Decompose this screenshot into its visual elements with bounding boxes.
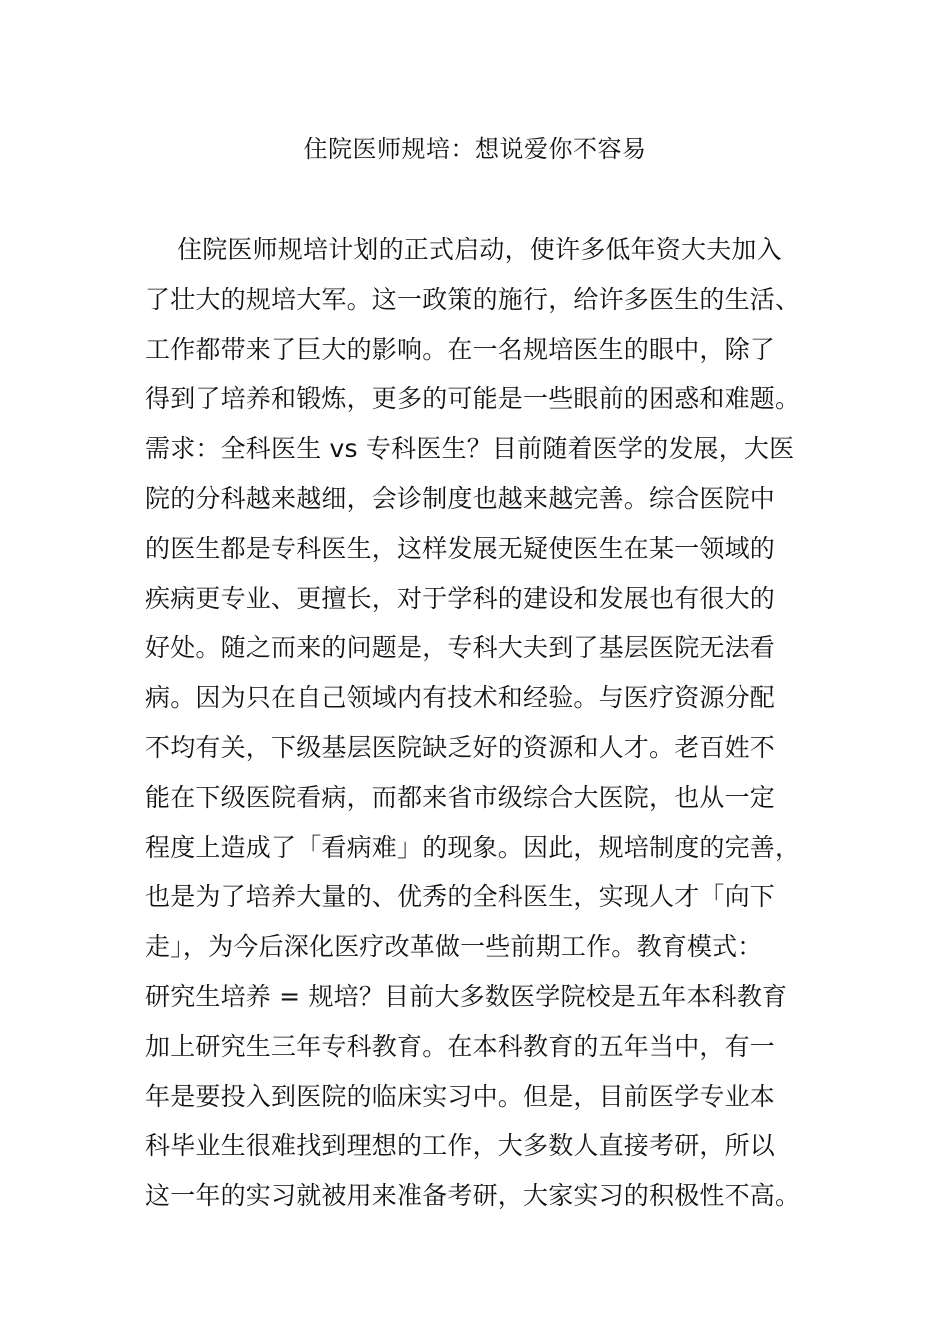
text-line-13: 程度上造成了「看病难」的现象。因此，规培制度的完善， xyxy=(145,832,801,862)
text-line-11: 不均有关，下级基层医院缺乏好的资源和人才。老百姓不 xyxy=(145,732,776,762)
text-line-6: 院的分科越来越细，会诊制度也越来越完善。综合医院中 xyxy=(145,483,776,513)
text-line-1: 住院医师规培计划的正式启动，使许多低年资大夫加入 xyxy=(177,235,782,264)
text-line-19: 科毕业生很难找到理想的工作，大多数人直接考研，所以 xyxy=(145,1131,776,1161)
text-line-5: 需求：全科医生 vs 专科医生？目前随着医学的发展，大医 xyxy=(145,434,795,464)
text-line-3: 工作都带来了巨大的影响。在一名规培医生的眼中，除了 xyxy=(145,334,776,364)
text-line-10: 病。因为只在自己领域内有技术和经验。与医疗资源分配 xyxy=(145,683,776,713)
document-title: 住院医师规培：想说爱你不容易 xyxy=(303,135,647,163)
document-body xyxy=(145,232,805,1228)
text-line-9: 好处。随之而来的问题是，专科大夫到了基层医院无法看 xyxy=(145,633,776,663)
text-line-4: 得到了培养和锻炼，更多的可能是一些眼前的困惑和难题。 xyxy=(145,384,801,414)
text-line-12: 能在下级医院看病，而都来省市级综合大医院，也从一定 xyxy=(145,782,776,812)
text-line-20: 这一年的实习就被用来准备考研，大家实习的积极性不高。 xyxy=(145,1181,801,1211)
text-line-16: 研究生培养 = 规培？目前大多数医学院校是五年本科教育 xyxy=(145,981,788,1011)
text-line-17: 加上研究生三年专科教育。在本科教育的五年当中，有一 xyxy=(145,1031,776,1061)
text-line-8: 疾病更专业、更擅长，对于学科的建设和发展也有很大的 xyxy=(145,583,776,613)
text-line-18: 年是要投入到医院的临床实习中。但是，目前医学专业本 xyxy=(145,1081,776,1111)
text-line-2: 了壮大的规培大军。这一政策的施行，给许多医生的生活、 xyxy=(145,284,801,314)
text-line-14: 也是为了培养大量的、优秀的全科医生，实现人才「向下 xyxy=(145,882,776,912)
text-line-7: 的医生都是专科医生，这样发展无疑使医生在某一领域的 xyxy=(145,533,776,563)
text-line-15: 走」，为今后深化医疗改革做一些前期工作。教育模式： xyxy=(145,932,763,962)
